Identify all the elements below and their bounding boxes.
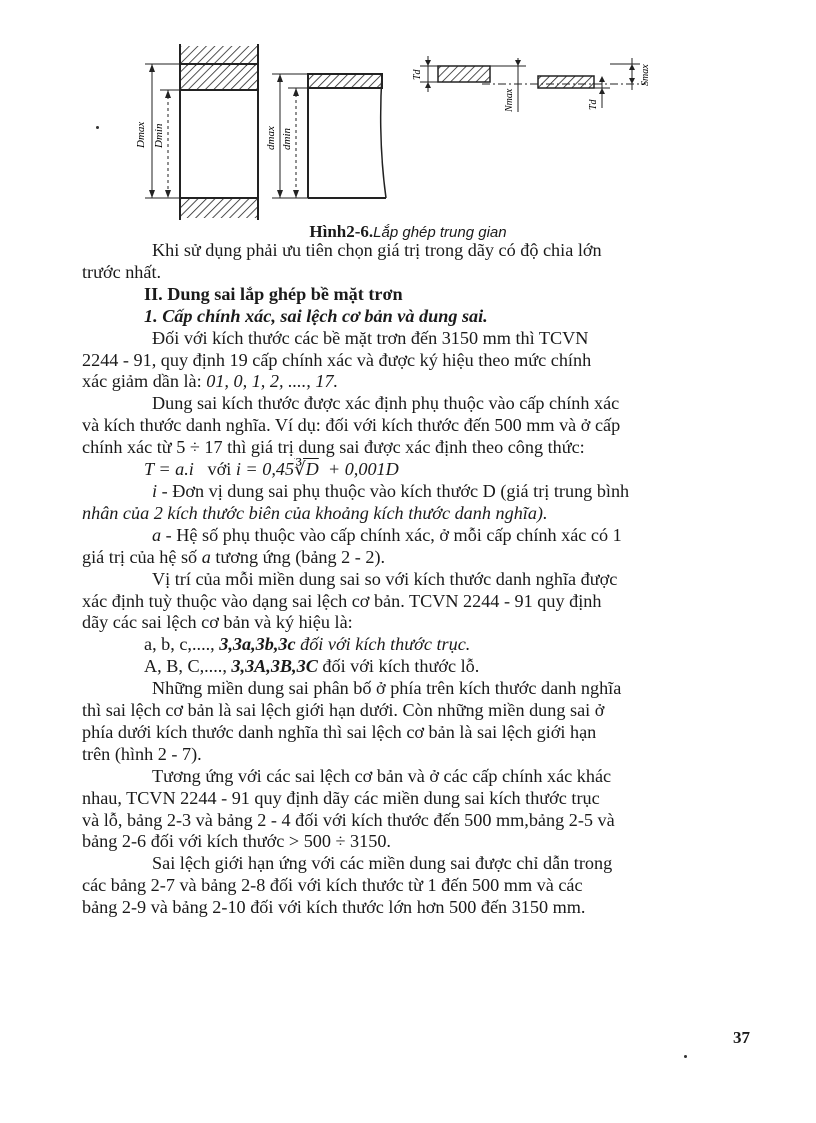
text-line: trước nhất. [82, 261, 162, 282]
scan-speck [684, 1055, 687, 1058]
paragraph-intro [82, 240, 772, 284]
figure-caption-text: Lắp ghép trung gian [373, 224, 507, 241]
text-line: chính xác từ 5 ÷ 17 thì giá trị dung sai được xác định theo công thức: [82, 437, 585, 458]
text-line: Khi sử dụng phải ưu tiên chọn giá trị trong dãy có độ chia lớn [152, 240, 602, 260]
section-title: II. Dung sai lắp ghép bề mặt trơn [144, 283, 403, 304]
label-Nmax: Nmax [504, 88, 515, 112]
formula-part: i = 0,45 [235, 459, 295, 480]
hole-sequence [82, 656, 772, 678]
text-line [82, 525, 772, 547]
text-line: 2244 - 91, quy định 19 cấp chính xác và được ký hiệu theo mức chính [82, 349, 592, 370]
text-line: và kích thước danh nghĩa. Ví dụ: đối với kích thước đến 500 mm và ở cấp [82, 415, 621, 436]
paragraph-8 [82, 853, 772, 919]
shaft-sequence [82, 634, 772, 656]
hole-lower-hatch [180, 198, 258, 218]
figure-caption-number: Hình2-6. [309, 222, 374, 241]
text-span: 3,3A,3B,3C [231, 656, 318, 677]
label-dmin: dmin [281, 128, 293, 150]
paragraph-7 [82, 766, 772, 854]
text-line: bảng 2-6 đối với kích thước > 500 ÷ 3150. [82, 831, 391, 852]
text-span: A, B, C,...., [144, 656, 232, 677]
text-line: Những miền dung sai phân bố ở phía trên kích thước danh nghĩa [152, 678, 622, 699]
text-line: nhân của 2 kích thước biên của khoảng kích thước danh nghĩa). [82, 502, 548, 523]
figure-caption [0, 222, 816, 242]
text-line: thì sai lệch cơ bản là sai lệch giới hạn dưới. Còn những miền dung sai ở [82, 700, 605, 721]
text-line: Sai lệch giới hạn ứng với các miền dung sai được chỉ dẫn trong [152, 853, 613, 874]
text-line: Dung sai kích thước được xác định phụ thuộc vào cấp chính xác [152, 393, 620, 414]
formula [82, 459, 772, 481]
formula-part: + 0,001D [327, 459, 399, 480]
symbol-i: i [152, 480, 158, 501]
scan-speck [96, 126, 99, 129]
text-span: a, b, c,...., [144, 634, 220, 655]
formula-with: với [207, 459, 232, 480]
text-line: nhau, TCVN 2244 - 91 quy định dãy các miền dung sai kích thước trục [82, 787, 600, 808]
hole-zone-schematic [438, 66, 490, 82]
text-line: xác định tuỳ thuộc vào dạng sai lệch cơ bản. TCVN 2244 - 91 quy định [82, 590, 602, 611]
body-text [82, 240, 772, 919]
paragraph-4 [82, 525, 772, 569]
paragraph-1 [82, 328, 772, 394]
label-Smax: Smax [640, 64, 651, 86]
label-Td-hole: Td [412, 69, 423, 80]
paragraph-6 [82, 678, 772, 766]
label-Dmin: Dmin [153, 123, 165, 148]
symbol-a: a [152, 524, 162, 545]
text-line: bảng 2-9 và bảng 2-10 đối với kích thước lớn hơn 500 đến 3150 mm. [82, 897, 586, 918]
text-line: phía dưới kích thước danh nghĩa thì sai lệch cơ bản là sai lệch giới hạn [82, 721, 597, 742]
text-span: xác giảm dần là: [82, 371, 207, 392]
text-line: dãy các sai lệch cơ bản và ký hiệu là: [82, 612, 353, 633]
paragraph-3 [82, 481, 772, 525]
text-line: trên (hình 2 - 7). [82, 743, 202, 764]
text-span: tương ứng (bảng 2 - 2). [210, 546, 386, 567]
text-span: - Đơn vị dung sai phụ thuộc vào kích thước D (giá trị trung bình [157, 480, 630, 501]
text-line [82, 371, 772, 393]
label-dmax: dmax [265, 126, 277, 150]
text-line: Đối với kích thước các bề mặt trơn đến 3150 mm thì TCVN [152, 327, 589, 348]
hole-tolerance-zone [180, 64, 258, 90]
shaft-tolerance-zone [308, 74, 382, 88]
formula-root: ∛D [294, 459, 319, 480]
shaft-zone-schematic [538, 76, 594, 88]
label-Dmax: Dmax [135, 121, 147, 148]
grade-list: 01, 0, 1, 2, ...., 17. [206, 371, 339, 392]
paragraph-2 [82, 393, 772, 459]
figure-drawing [110, 40, 670, 230]
symbol-a: a [201, 546, 211, 567]
text-line: Vị trí của mỗi miền dung sai so với kích thước danh nghĩa được [152, 568, 618, 589]
text-line: và lỗ, bảng 2-3 và bảng 2 - 4 đối với kích thước đến 500 mm,bảng 2-5 và [82, 809, 615, 830]
text-span: - Hệ số phụ thuộc vào cấp chính xác, ở mỗi cấp chính xác có 1 [161, 524, 622, 545]
subsection-title: 1. Cấp chính xác, sai lệch cơ bản và dung sai. [144, 305, 488, 326]
figure-transition-fit [110, 40, 670, 230]
text-line: Tương ứng với các sai lệch cơ bản và ở các cấp chính xác khác [152, 765, 612, 786]
paragraph-5 [82, 569, 772, 679]
page-number: 37 [733, 1028, 750, 1047]
text-line [82, 547, 772, 569]
text-span: đối với kích thước lỗ. [317, 656, 480, 677]
label-Td-shaft: Td [588, 99, 599, 110]
text-line: các bảng 2-7 và bảng 2-8 đối với kích thước từ 1 đến 500 mm và các [82, 875, 583, 896]
text-span: đối với kích thước trục. [295, 634, 471, 655]
formula-part: T = a.i [144, 459, 194, 480]
text-line [82, 481, 772, 503]
text-span: 3,3a,3b,3c [219, 634, 296, 655]
text-span: giá trị của hệ số [82, 546, 202, 567]
